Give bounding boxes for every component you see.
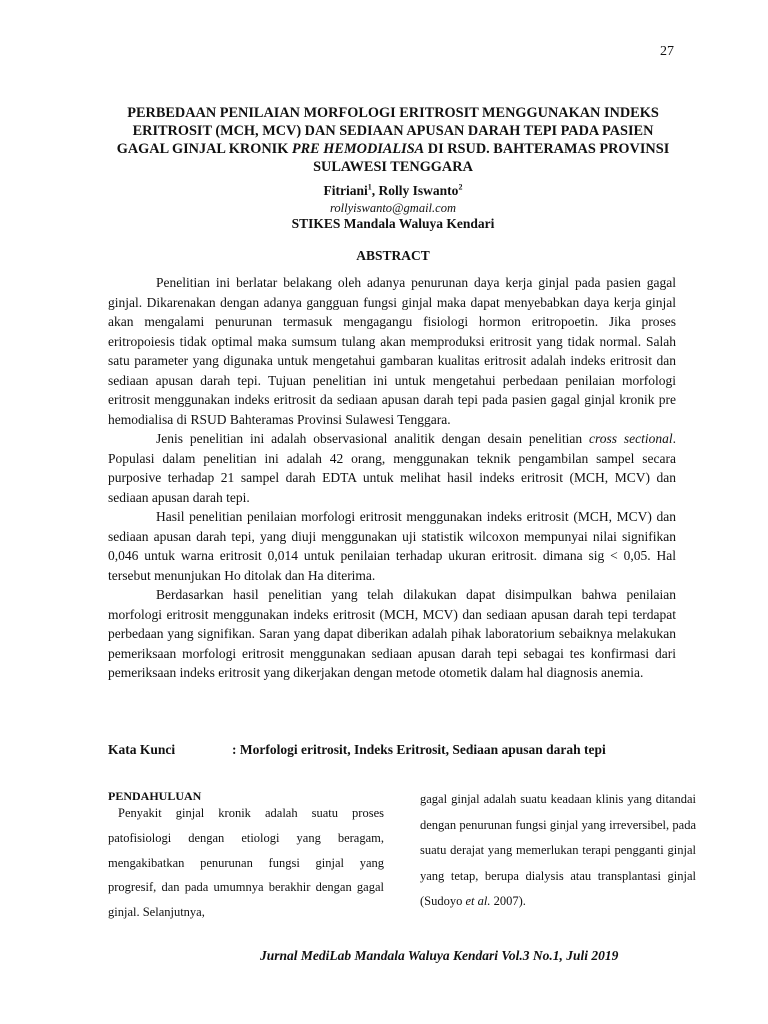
abstract-text: . Populasi dalam penelitian ini adalah 42 orang, menggunakan teknik pengambilan sampel secara purposive terhadap 21 sampel darah EDTA untuk melihat hasil indeks eritrosit (MCH, MCV) dan sediaan apusan darah tepi. — [108, 431, 676, 505]
intro-text: 2007). — [490, 894, 526, 908]
intro-paragraph: Penyakit ginjal kronik adalah suatu proses patofisiologi dengan etiologi yang beragam, mengakibatkan penurunan fungsi ginjal yang progresif, dan pada umumnya berakhir dengan gagal ginjal. Selanjutnya, — [108, 806, 384, 920]
author-email: rollyiswanto@gmail.com — [330, 201, 456, 215]
page-number: 27 — [660, 44, 674, 59]
abstract-paragraph: Hasil penelitian penilaian morfologi eritrosit menggunakan indeks eritrosit (MCH, MCV) dan sediaan apusan darah tepi, yang diuji menggunakan uji statistik wilcoxon mempunyai nilai signifikan 0,046 untuk warna eritrosit 0,014 untuk penilaian terhadap ukuran eritrosit. dimana sig < 0,05. Hal tersebut menunjukan Ho ditolak dan Ha diterima. — [108, 509, 676, 583]
abstract-body — [108, 273, 676, 683]
abstract-paragraph — [108, 429, 676, 507]
intro-right-column — [420, 787, 696, 915]
author-affiliation-mark: 2 — [458, 182, 463, 192]
keywords-value: : Morfologi eritrosit, Indeks Eritrosit, Sediaan apusan darah tepi — [232, 742, 606, 757]
intro-text: gagal ginjal adalah suatu keadaan klinis yang ditandai dengan penurunan fungsi ginjal yang irreversibel, pada suatu derajat yang memerlukan terapi pengganti ginjal yang tetap, berupa dialysis atau transplantasi ginjal (Sudoyo — [420, 792, 696, 908]
author-affiliation-mark: 1 — [367, 182, 372, 192]
abstract-paragraph: Penelitian ini berlatar belakang oleh adanya penurunan daya kerja ginjal pada pasien gagal ginjal. Dikarenakan dengan adanya gangguan fungsi ginjal maka dapat menyebabkan daya kerja ginjal akan mengalami penurunan termasuk mengagangu fisiologi hormon eritropoetin. Jika proses eritropoiesis tidak optimal maka sumsum tulang akan memproduksi eritrosit yang tidak normal. Salah satu parameter yang digunaka untuk mengetahui gambaran kualitas eritrosit adalah indeks eritrosit dan sediaan apusan darah tepi. Tujuan penelitian ini untuk mengetahui perbedaan penilaian morfologi eritrosit menggunakan indeks eritrosit da sediaan apusan darah tepi pada pasien gagal ginjal kronik pre hemodialisa di RSUD Bahteramas Provinsi Sulawesi Tenggara. — [108, 275, 676, 427]
journal-footer: Jurnal MediLab Mandala Waluya Kendari Vol.3 No.1, Juli 2019 — [260, 948, 619, 963]
abstract-heading: ABSTRACT — [356, 248, 430, 263]
intro-left-column — [108, 788, 384, 925]
abstract-paragraph: Berdasarkan hasil penelitian yang telah dilakukan dapat disimpulkan bahwa penilaian morfologi eritrosit menggunakan indeks eritrosit (MCH, MCV) dan sediaan apusan darah tepi terdapat perbedaan yang signifikan. Saran yang dapat diberikan adalah pihak laboratorium sebaiknya melakukan pemeriksaan morfologi eritrosit menggunakan sediaan apusan darah tepi sebagai tes konfirmasi dari pemeriksaan indeks eritrosit yang dikerjakan dengan metode otometik dalam hal diagnosis anemia. — [108, 587, 676, 680]
author-name: Rolly Iswanto — [378, 183, 459, 198]
title-part-1: PERBEDAAN PENILAIAN MORFOLOGI ERITROSIT MENGGUNAKAN INDEKS ERITROSIT (MCH, MCV) DAN SEDIAAN APUSAN DARAH TEPI PADA PASIEN GAGAL GINJAL KRONIK — [116, 105, 659, 157]
citation-italic: et al. — [465, 894, 491, 908]
abstract-text: Jenis penelitian ini adalah observasional analitik dengan desain penelitian — [156, 431, 589, 446]
intro-paragraph — [420, 787, 696, 915]
abstract-italic-term: cross sectional — [589, 431, 673, 446]
paper-title — [108, 104, 678, 176]
author-name: Fitriani — [323, 183, 368, 198]
author-separator: , — [371, 183, 379, 198]
title-italic-term: PRE HEMODIALISA — [291, 141, 425, 157]
author-list — [108, 183, 678, 199]
section-heading: PENDAHULUAN — [108, 789, 202, 803]
keywords-label: Kata Kunci — [108, 742, 176, 757]
keywords — [108, 742, 688, 758]
affiliation: STIKES Mandala Waluya Kendari — [291, 216, 495, 231]
title-part-2: DI RSUD. BAHTERAMAS PROVINSI SULAWESI TENGGARA — [313, 141, 670, 175]
